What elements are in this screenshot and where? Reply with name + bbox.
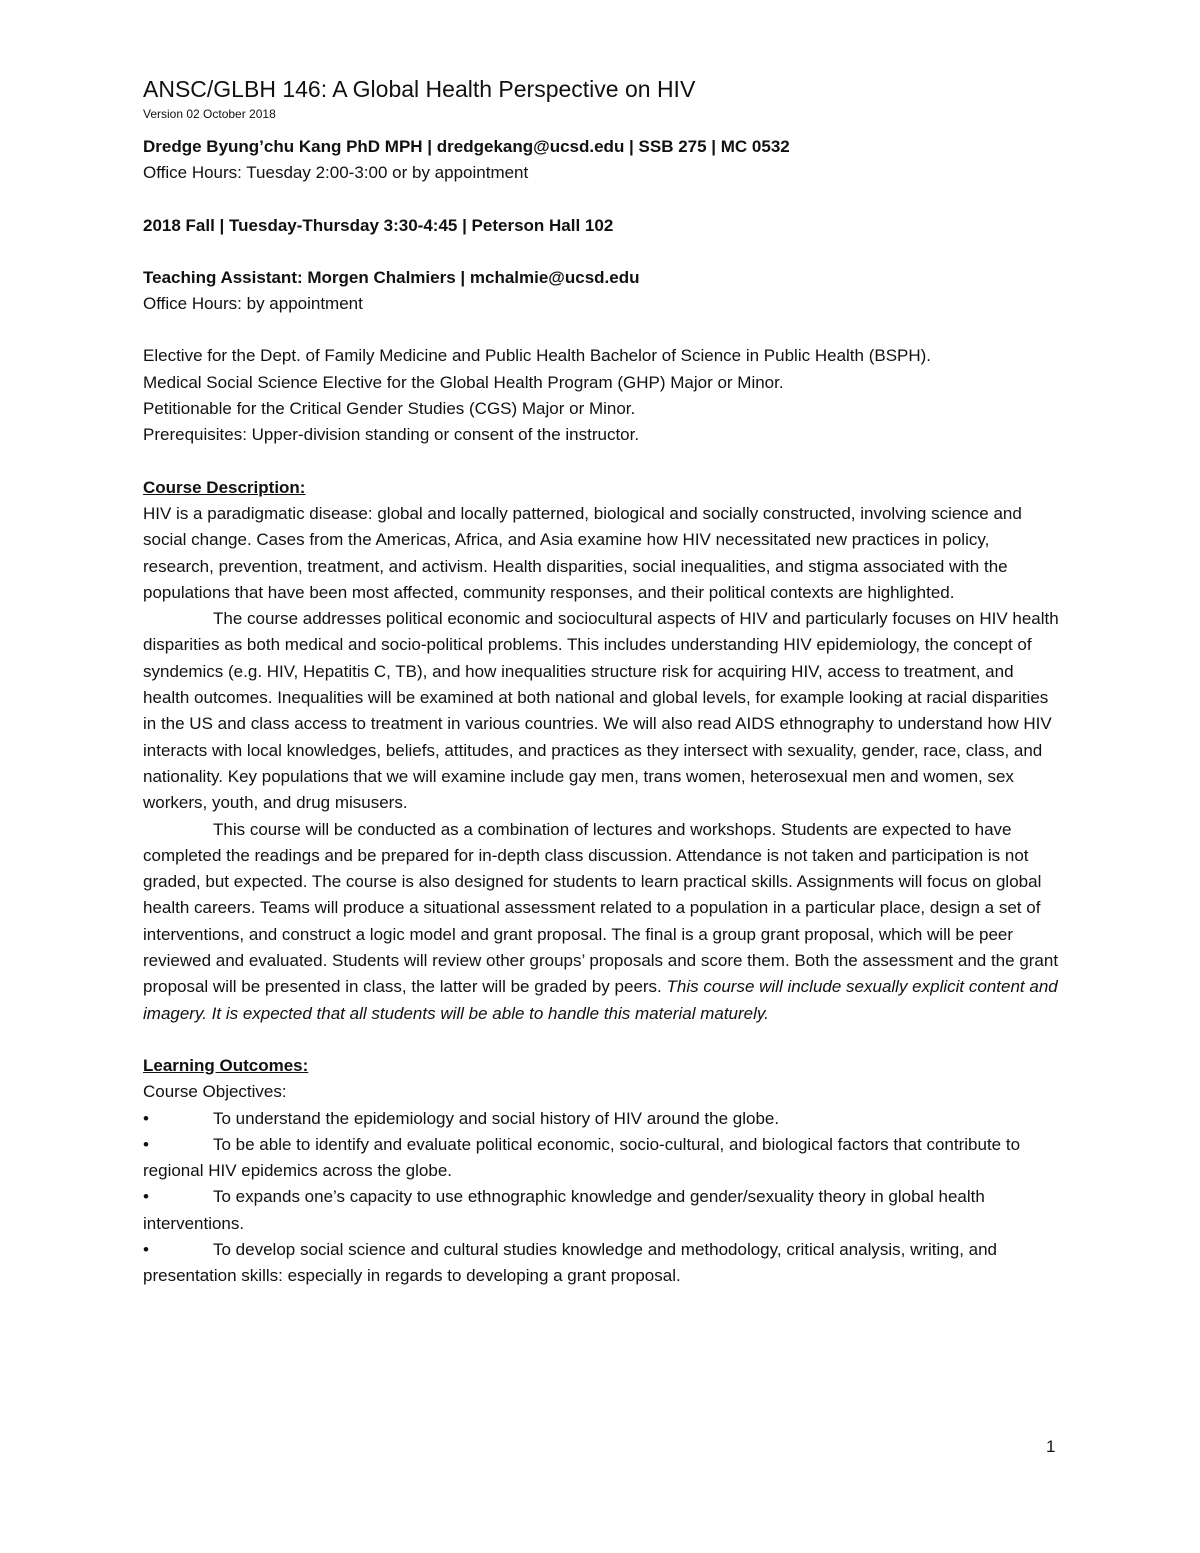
spacer xyxy=(143,239,1063,265)
bullet-icon: • xyxy=(143,1108,149,1128)
instructor-office-hours: Office Hours: Tuesday 2:00-3:00 or by appointment xyxy=(143,163,529,183)
page-number: 1 xyxy=(1046,1437,1056,1456)
ta-info: Teaching Assistant: Morgen Chalmiers | mchalmie@ucsd.edu xyxy=(143,267,640,287)
course-objectives-subheading: Course Objectives: xyxy=(143,1082,287,1102)
bullet-icon: • xyxy=(143,1187,149,1207)
description-paragraph-1: HIV is a paradigmatic disease: global and locally patterned, biological and socially constructed, involving science and social change. Cases from the Americas, Africa, and Asia examine how HIV necessitated new practices in policy, research, prevention, treatment, and activism. Health disparities, social inequalities, and stigma associated with the populations that have been most affected, community responses, and their political contexts are highlighted. xyxy=(143,503,1022,602)
version-date: Version 02 October 2018 xyxy=(143,107,276,121)
spacer xyxy=(143,187,1063,213)
learning-outcomes-heading: Learning Outcomes: xyxy=(143,1055,309,1075)
bullet-icon: • xyxy=(143,1134,149,1154)
ta-office-hours: Office Hours: by appointment xyxy=(143,294,363,314)
objective-text: To develop social science and cultural studies knowledge and methodology, critical analysis, writing, and presentation skills: especially in regards to developing a grant proposal. xyxy=(143,1239,998,1286)
spacer xyxy=(143,317,1063,343)
schedule-info: 2018 Fall | Tuesday-Thursday 3:30-4:45 | Peterson Hall 102 xyxy=(143,215,614,235)
content-warning: This course will include sexually explicit content and imagery. It is expected that all students will be able to handle this material maturely. xyxy=(143,977,1058,1023)
objective-item xyxy=(143,1184,1063,1237)
objective-text: To expands one’s capacity to use ethnographic knowledge and gender/sexuality theory in global health interventions. xyxy=(143,1187,985,1233)
course-description-heading: Course Description: xyxy=(143,477,306,497)
requirement-line: Elective for the Dept. of Family Medicine and Public Health Bachelor of Science in Public Health (BSPH). xyxy=(143,346,932,366)
spacer xyxy=(143,1027,1063,1053)
course-title: ANSC/GLBH 146: A Global Health Perspective on HIV xyxy=(143,76,696,102)
bullet-icon: • xyxy=(143,1239,149,1259)
description-paragraph-3 xyxy=(143,817,1063,1027)
requirement-line: Petitionable for the Critical Gender Studies (CGS) Major or Minor. xyxy=(143,399,636,419)
requirement-line: Prerequisites: Upper-division standing or consent of the instructor. xyxy=(143,425,640,445)
spacer xyxy=(143,449,1063,475)
description-paragraph-2: The course addresses political economic and sociocultural aspects of HIV and particularly focuses on HIV health disparities as both medical and socio-political problems. This includes understanding HIV epidemiology, the concept of syndemics (e.g. HIV, Hepatitis C, TB), and how inequalities structure risk for acquiring HIV, access to treatment, and health outcomes. Inequalities will be examined at both national and global levels, for example looking at racial disparities in the US and class access to treatment in various countries. We will also read AIDS ethnography to understand how HIV interacts with local knowledges, beliefs, attitudes, and practices as they intersect with sexuality, gender, race, class, and nationality. Key populations that we will examine include gay men, trans women, heterosexual men and women, sex workers, youth, and drug misusers. xyxy=(143,609,1059,813)
objective-text: To be able to identify and evaluate political economic, socio-cultural, and biological factors that contribute to regional HIV epidemics across the globe. xyxy=(143,1134,1021,1181)
objective-item xyxy=(143,1132,1063,1185)
requirement-line: Medical Social Science Elective for the Global Health Program (GHP) Major or Minor. xyxy=(143,372,784,392)
instructor-info: Dredge Byung’chu Kang PhD MPH | dredgekang@ucsd.edu | SSB 275 | MC 0532 xyxy=(143,137,790,156)
objective-item xyxy=(143,1106,1063,1132)
objective-text: To understand the epidemiology and social history of HIV around the globe. xyxy=(213,1108,780,1128)
objective-item xyxy=(143,1237,1063,1290)
description-paragraph-3-text: This course will be conducted as a combination of lectures and workshops. Students are expected to have completed the readings and be prepared for in-depth class discussion. Attendance is not taken and participation is not graded, but expected. The course is also designed for students to learn practical skills. Assignments will focus on global health careers. Teams will produce a situational assessment related to a population in a particular place, design a set of interventions, and construct a logic model and grant proposal. The final is a group grant proposal, which will be peer reviewed and evaluated. Students will review other groups’ proposals and score them. Both the assessment and the grant proposal will be presented in class, the latter will be graded by peers. xyxy=(143,819,1059,997)
document-page xyxy=(143,74,1063,1290)
